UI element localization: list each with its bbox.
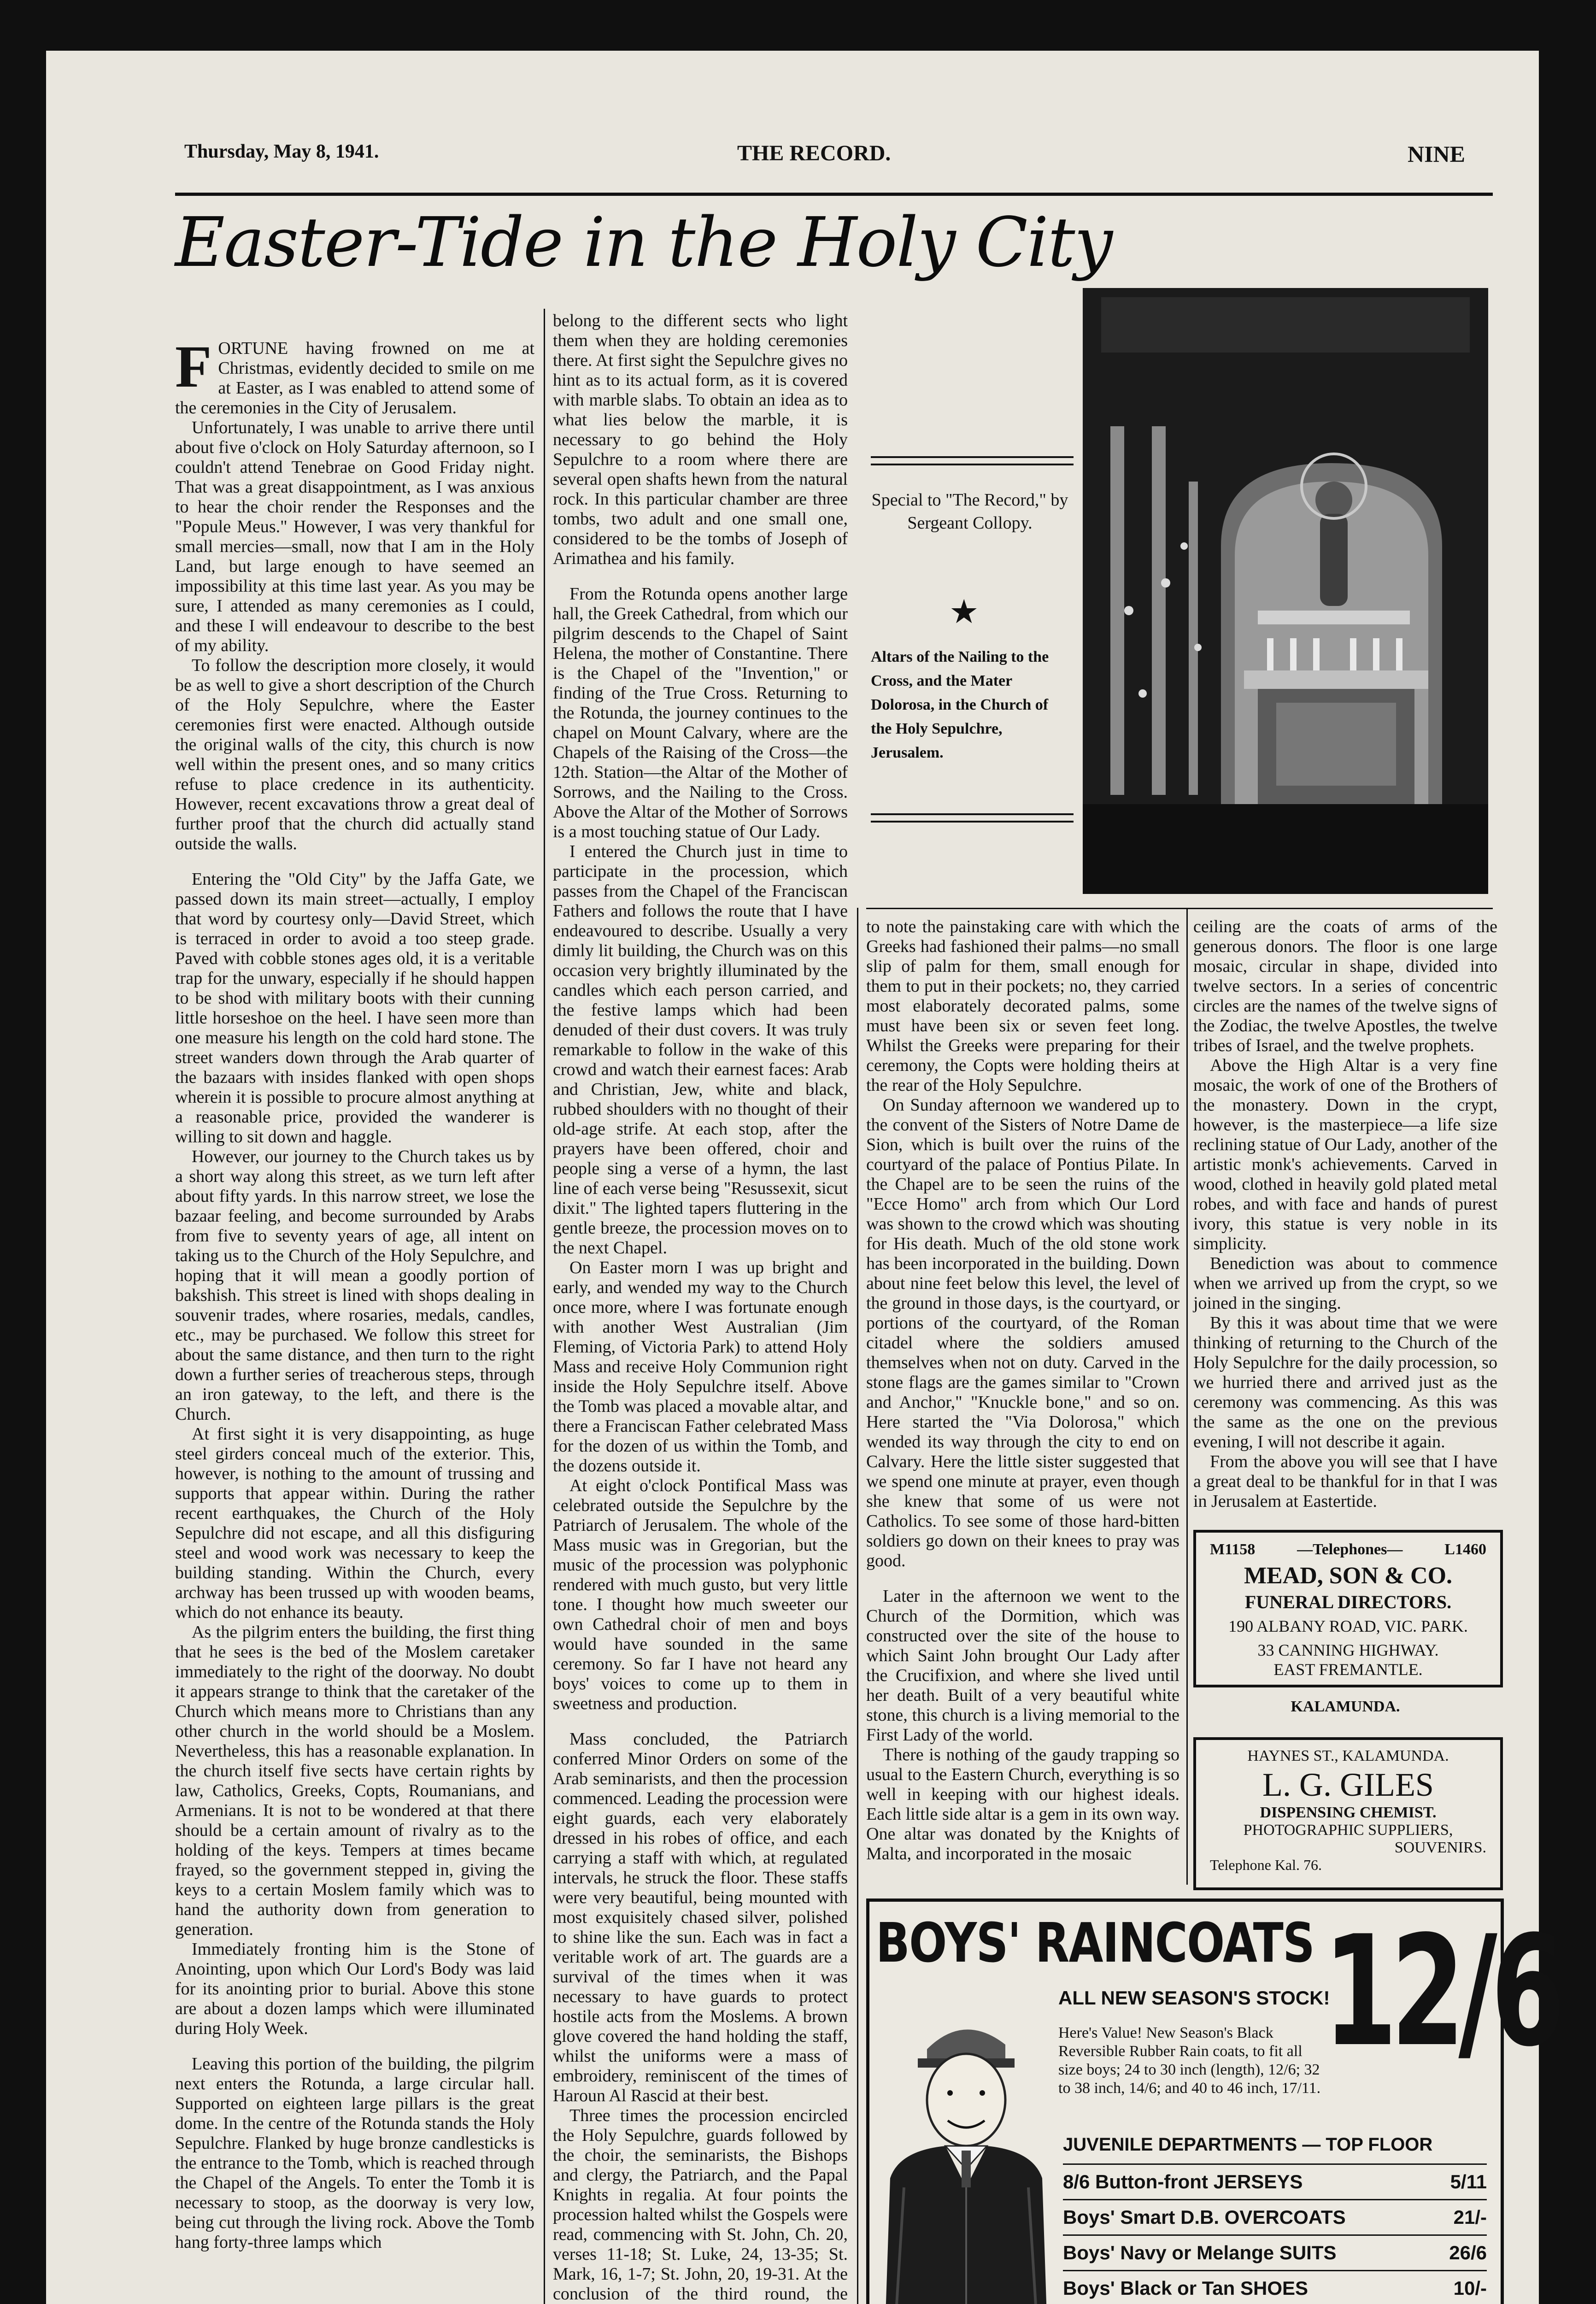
byline-rule — [871, 456, 1074, 458]
article-paragraph: On Sunday afternoon we wandered up to the convent of the Sisters of Notre Dame de Sion, which is built over the ruins of the courtyard of the palace of Pontius Pilate. In the Chapel are to be seen the ruins of the "Ecce Homo" arch from which Our Lord was shown to the crowd which was shouting for His death. Much of the old stone work has been incorporated in the building. Down about nine feet below this level, the level of the ground in those days, is the courtyard, or portions of the courtyard, of the Roman citadel where the soldiers amused themselves when not on duty. Carved in the stone flags are the games similar to "Crown and Anchor," "Knuckle bone," and so on. Here started the "Via Dolorosa," which wended its way through the city to end on Calvary. Here the little sister suggested that we spend one minute at prayer, even though she knew that some of us were not Catholics. To see some of those hard-bitten soldiers go down on their knees to pray was good. — [866, 1095, 1179, 1570]
section-rule — [866, 908, 1493, 909]
article-paragraph: FORTUNE having frowned on me at Christmas, evidently decided to smile on me at Easter, as I was enabled to attend some of the ceremonies in the City of Jerusalem. — [175, 334, 534, 417]
byline-rule — [871, 813, 1074, 815]
giles-street: HAYNES ST., KALAMUNDA. — [1247, 1747, 1449, 1764]
article-paragraph: However, our journey to the Church takes us by a short way along this street, as we turn left after about fifty yards. In this narrow street, we lose the bazaar feeling, and become surrounded by Arabs from five to seventy years of age, all intent on taking us to the Church of the Holy Sepulchre, and hoping that it will mean a goodly portion of bakshish. This street is lined with shops dealing in souvenir trades, where rosaries, medals, candles, etc., may be purchased. We follow this street for about the same distance, and then turn to the right down a further series of treacherous steps, through an iron gateway, to the left, and there is the Church. — [175, 1147, 534, 1424]
walsh-title: BOYS' RAINCOATS — [876, 1911, 1314, 1975]
giles-trade: DISPENSING CHEMIST. — [1260, 1804, 1437, 1821]
article-paragraph: There is nothing of the gaudy trapping so usual to the Eastern Church, everything is so well in keeping with our highest ideals. Each little side altar is a gem in its own way. One altar was donated by the Knights of Malta, and incorporated in the mosaic — [866, 1745, 1179, 1863]
byline-special: Special to "The Record," by Sergeant Collopy. — [871, 490, 1068, 533]
mead-phones: M1158 —Telephones— L1460 — [1210, 1541, 1486, 1558]
article-paragraph: To follow the description more closely, it would be as well to give a short description of the Church of the Holy Sepulchre, where the Easter ceremonies first were enacted. Although outside the original walls of the city, this church is now well within the present ones, and so many critics refuse to place credence in its authenticity. However, recent excavations throw a great deal of further proof that the church did actually stand outside the walls. — [175, 656, 534, 853]
mead-trade: FUNERAL DIRECTORS. — [1244, 1592, 1452, 1612]
article-paragraph: By this it was about time that we were thinking of returning to the Church of the Holy Sepulchre for the daily procession, so we hurried there and arrived just as the ceremony was commencing. As this was the same as the one on the previous evening, I will not describe it again. — [1193, 1313, 1497, 1452]
article-paragraph: Later in the afternoon we went to the Church of the Dormition, which was constructed over the site of the house to which Saint John brought Our Lady after the Crucifixion, and where she lived until her death. Built of a very beautiful white stone, this church is a living memorial to the First Lady of the world. — [866, 1587, 1179, 1745]
giles-name: L. G. GILES — [1262, 1766, 1434, 1803]
article-paragraph: Unfortunately, I was unable to arrive there until about five o'clock on Holy Saturday afternoon, so I couldn't attend Tenebrae on Good Friday night. That was a great disappointment, as I was anxious to hear the choir render the Responses and the "Popule Meus." However, I was very thankful for small mercies—small, now that I am in the Holy Land, but large enough to have seemed an impossibility at this time last year. As you may be sure, I attended as many ceremonies as I could, and these I will endeavour to describe to the best of my ability. — [175, 418, 534, 655]
article-paragraph: On Easter morn I was up bright and early, and wended my way to the Church once more, where I was fortunate enough with another West Australian (Jim Fleming, of Victoria Park) to attend Holy Mass and receive Holy Communion right inside the Holy Sepulchre itself. Above the Tomb was placed a movable altar, and there a Franciscan Father celebrated Mass for the dozen of us within the Tomb, and the dozens outside it. — [553, 1258, 848, 1475]
mead-address-3: EAST FREMANTLE. — [1273, 1660, 1423, 1679]
article-paragraph: belong to the different sects who light them when they are holding ceremonies there. At first sight the Sepulchre gives no hint as to its actual form, as it is covered with marble slabs. To obtain an idea as to what lies below the marble, it is necessary to go behind the Holy Sepulchre to a room where there are several open shafts hewn from the natural rock. In this particular chamber are three tombs, two adult and one small one, considered to be the tombs of Joseph of Arimathea and his family. — [553, 311, 848, 568]
article-paragraph: Immediately fronting him is the Stone of Anointing, upon which Our Lord's Body was laid for its anointing prior to burial. Above this stone are about a dozen lamps which were illuminated during Holy Week. — [175, 1940, 534, 2038]
article-paragraph: From the Rotunda opens another large hall, the Greek Cathedral, from which our pilgrim descends to the Chapel of Saint Helena, the mother of Constantine. There is the Chapel of the "Invention," or finding of the True Cross. Returning to the Rotunda, the journey continues to the chapel on Mount Calvary, where are the Chapels of the Raising of the Cross—the 12th. Station—the Altar of the Mother of Sorrows, and the Nailing to the Cross. Above the Altar of the Mother of Sorrows is a most touching statue of Our Lady. — [553, 584, 848, 841]
paper-name: THE RECORD. — [737, 141, 891, 165]
walsh-stock: ALL NEW SEASON'S STOCK! — [1058, 1987, 1330, 2009]
masthead-rule — [175, 193, 1493, 196]
column-rule — [857, 908, 858, 2304]
giles-phone: Telephone Kal. 76. — [1210, 1857, 1322, 1873]
masthead — [184, 141, 1465, 168]
giles-chemist-ad — [1193, 1737, 1503, 1890]
photo-caption: Altars of the Nailing to the Cross, and the Mater Dolorosa, in the Church of the Holy Sepulchre, Jerusalem. — [871, 648, 1049, 761]
kalamunda-heading: KALAMUNDA. — [1291, 1698, 1400, 1715]
article-paragraph: As the pilgrim enters the building, the first thing that he sees is the bed of the Moslem caretaker immediately to the right of the doorway. No doubt it appears strange to think that the caretaker of the Church which means more to Christians than any other church in the world should be a Moslem. Nevertheless, this has a reasonable explanation. In the church itself five sects have certain rights by law, Catholics, Greeks, Copts, Roumanians, and Armenians. It is not to be wondered at that there should be a certain amount of rivalry as to the holding of the keys. Tempers at times became frayed, so the government stepped in, giving the keys to a certain Moslem family which was to hand the authority down from generation to generation. — [175, 1622, 534, 1939]
column-rule — [544, 309, 545, 2304]
article-paragraph: I entered the Church just in time to participate in the procession, which passes from the Chapel of the Franciscan Fathers and follows the route that I have endeavoured to describe. Usually a very dimly lit building, the Church was on this occasion very brightly illuminated by the candles which each person carried, and the festive lamps which had been denuded of their dust covers. It was truly remarkable to follow in the wake of this crowd and watch their earnest faces: Arab and Christian, Jew, white and black, rubbed shoulders with no thought of their old-age strife. At each stop, after the prayers have been offered, choir and people sing a verse of a hymn, the last line of each verse being "Resussexit, sicut dixit." The lighted tapers fluttering in the gentle breeze, the procession moves on to the next Chapel. — [553, 842, 848, 1258]
issue-date: Thursday, May 8, 1941. — [184, 141, 379, 162]
page-number: NINE — [1407, 141, 1465, 167]
drop-cap: F — [175, 334, 212, 400]
article-paragraph: Three times the procession encircled the Holy Sepulchre, guards followed by the choir, the seminarists, the Bishops and clergy, the Patriarch, and the Papal Knights in regalia. At four points the procession halted whilst the Gospels were read, commencing with St. John, Ch. 20, verses 11-18; St. Luke, 24, 13-35; St. Mark, 16, 1-7; St. John, 20, 19-31. At the conclusion of the third round, the — [553, 2106, 848, 2304]
article-column-3 — [866, 917, 1179, 1885]
boy-in-raincoat-illustration — [872, 1994, 1056, 2304]
article-paragraph: ceiling are the coats of arms of the generous donors. The floor is one large mosaic, circular in shape, divided into twelve sectors. In a series of concentric circles are the names of the twelve signs of the Zodiac, the twelve Apostles, the twelve tribes of Israel, and the twelve prophets. — [1193, 917, 1497, 1055]
mead-name: MEAD, SON & CO. — [1244, 1563, 1453, 1589]
star-icon: ★ — [949, 592, 979, 631]
byline-rule — [871, 464, 1074, 465]
article-paragraph: Benediction was about to commence when we arrived up from the crypt, so we joined in the singing. — [1193, 1254, 1497, 1313]
church-altar-photo — [1083, 288, 1488, 894]
article-paragraph: Above the High Altar is a very fine mosaic, the work of one of the Brothers of the monastery. Down in the crypt, however, is the masterpiece—a life size reclining statue of Our Lady, another of the artistic monk's achievements. Carved in wood, clothed in heavily gold plated metal robes, and with face and hands of purest ivory, this statue is very noble in its simplicity. — [1193, 1056, 1497, 1253]
giles-line: PHOTOGRAPHIC SUPPLIERS, — [1243, 1822, 1453, 1839]
price-row: Boys' Navy or Melange SUITS 26/6 — [1063, 2234, 1487, 2270]
mead-address-1: 190 ALBANY ROAD, VIC. PARK. — [1228, 1617, 1468, 1635]
walsh-department: JUVENILE DEPARTMENTS — TOP FLOOR — [1063, 2134, 1433, 2155]
walsh-description: Here's Value! New Season's Black Reversible Rubber Rain coats, to fit all size boys; 24 to 30 inch (length), 12/6; 32 to 38 inch, 14/6; and 40 to 46 inch, 17/11. — [1058, 2024, 1321, 2097]
mead-address-2: 33 CANNING HIGHWAY. — [1257, 1641, 1439, 1659]
walsh-raincoats-ad — [866, 1898, 1559, 2304]
price-row: 8/6 Button-front JERSEYS 5/11 — [1063, 2163, 1487, 2199]
article-paragraph: At eight o'clock Pontifical Mass was celebrated outside the Sepulchre by the Patriarch of Jerusalem. The whole of the Mass music was in Gregorian, but the music of the procession was polyphonic rendered with much gusto, but very little tone. I thought how much sweeter our own Cathedral choir of men and boys would have sounded in the same ceremony. So far I have not heard any boys' voices to come up to them in sweetness and production. — [553, 1476, 848, 1713]
giles-line-2: SOUVENIRS. — [1394, 1839, 1486, 1856]
article-paragraph: From the above you will see that I have a great deal to be thankful for in that I was in Jerusalem at Eastertide. — [1193, 1452, 1497, 1511]
price-row: Boys' Black or Tan SHOES 10/- — [1063, 2270, 1487, 2304]
walsh-price: 12/6 — [1323, 1903, 1559, 2080]
mead-funeral-ad — [1193, 1530, 1503, 1687]
column-rule — [1186, 908, 1188, 1885]
article-column-2 — [553, 311, 848, 2304]
article-column-4 — [1193, 917, 1497, 1511]
newspaper-page — [46, 51, 1559, 2304]
article-paragraph: Mass concluded, the Patriarch conferred Minor Orders on some of the Arab seminarists, and then the procession commenced. Leading the procession were eight guards, each very elaborately dressed in his robes of office, and each carrying a staff with which, at regulated intervals, he struck the floor. These staffs were very beautiful, being mounted with most exquisitely chased silver, polished to shine like the sun. Each was in fact a veritable work of art. The guards are a survival of the times when it was necessary to have guards to protect hostile acts from the Moslems. A brown glove covered the hand holding the staff, whilst the uniforms were a mass of embroidery, reminiscent of the times of Haroun Al Rascid at their best. — [553, 1729, 848, 2105]
walsh-price-list — [1063, 2163, 1487, 2304]
article-column-1 — [175, 334, 534, 2304]
article-paragraph: Leaving this portion of the building, the pilgrim next enters the Rotunda, a large circular hall. Supported on eighteen large pillars is the great dome. In the centre of the Rotunda stands the Holy Sepulchre. Flanked by huge bronze candlesticks is the entrance to the Tomb, which is reached through the Chapel of the Angels. To enter the Tomb it is necessary to stoop, as the doorway is very low, being cut through the living rock. Above the Tomb hang forty-three lamps which — [175, 2054, 534, 2252]
article-paragraph: At first sight it is very disappointing, as huge steel girders conceal much of the exterior. This, however, is nothing to the amount of trussing and supports that appear within. During the rather recent earthquakes, the Church of the Holy Sepulchre did not escape, and all this disfiguring steel and wood work was necessary to keep the building standing. Within the Church, every archway has been trussed up with wooden beams, which do not enhance its beauty. — [175, 1424, 534, 1622]
byline-rule — [871, 821, 1074, 823]
price-row: Boys' Smart D.B. OVERCOATS 21/- — [1063, 2199, 1487, 2234]
article-paragraph: Entering the "Old City" by the Jaffa Gate, we passed down its main street—actually, I employ that word by courtesy only—David Street, which is terraced in order to avoid a too steep grade. Paved with cobble stones ages old, it is a veritable trap for the unwary, especially if he should happen to be shod with military boots with their cunning little horseshoe on the heel. I have seen more than one measure his length on the cold hard stone. The street wanders down through the Arab quarter of the bazaars with insides flanked with open shops wherein it is possible to procure almost anything at a reasonable price, provided the wanderer is willing to sit down and haggle. — [175, 870, 534, 1146]
headline: Easter-Tide in the Holy City — [175, 203, 1112, 282]
altar-illustration — [1083, 288, 1488, 894]
article-paragraph: to note the painstaking care with which the Greeks had fashioned their palms—no small slip of palm for them, small enough for them to put in their pockets; no, they carried most elaborately decorated palms, some must have been six or seven feet long. Whilst the Greeks were preparing for their ceremony, the Copts were holding theirs at the rear of the Holy Sepulchre. — [866, 917, 1179, 1095]
